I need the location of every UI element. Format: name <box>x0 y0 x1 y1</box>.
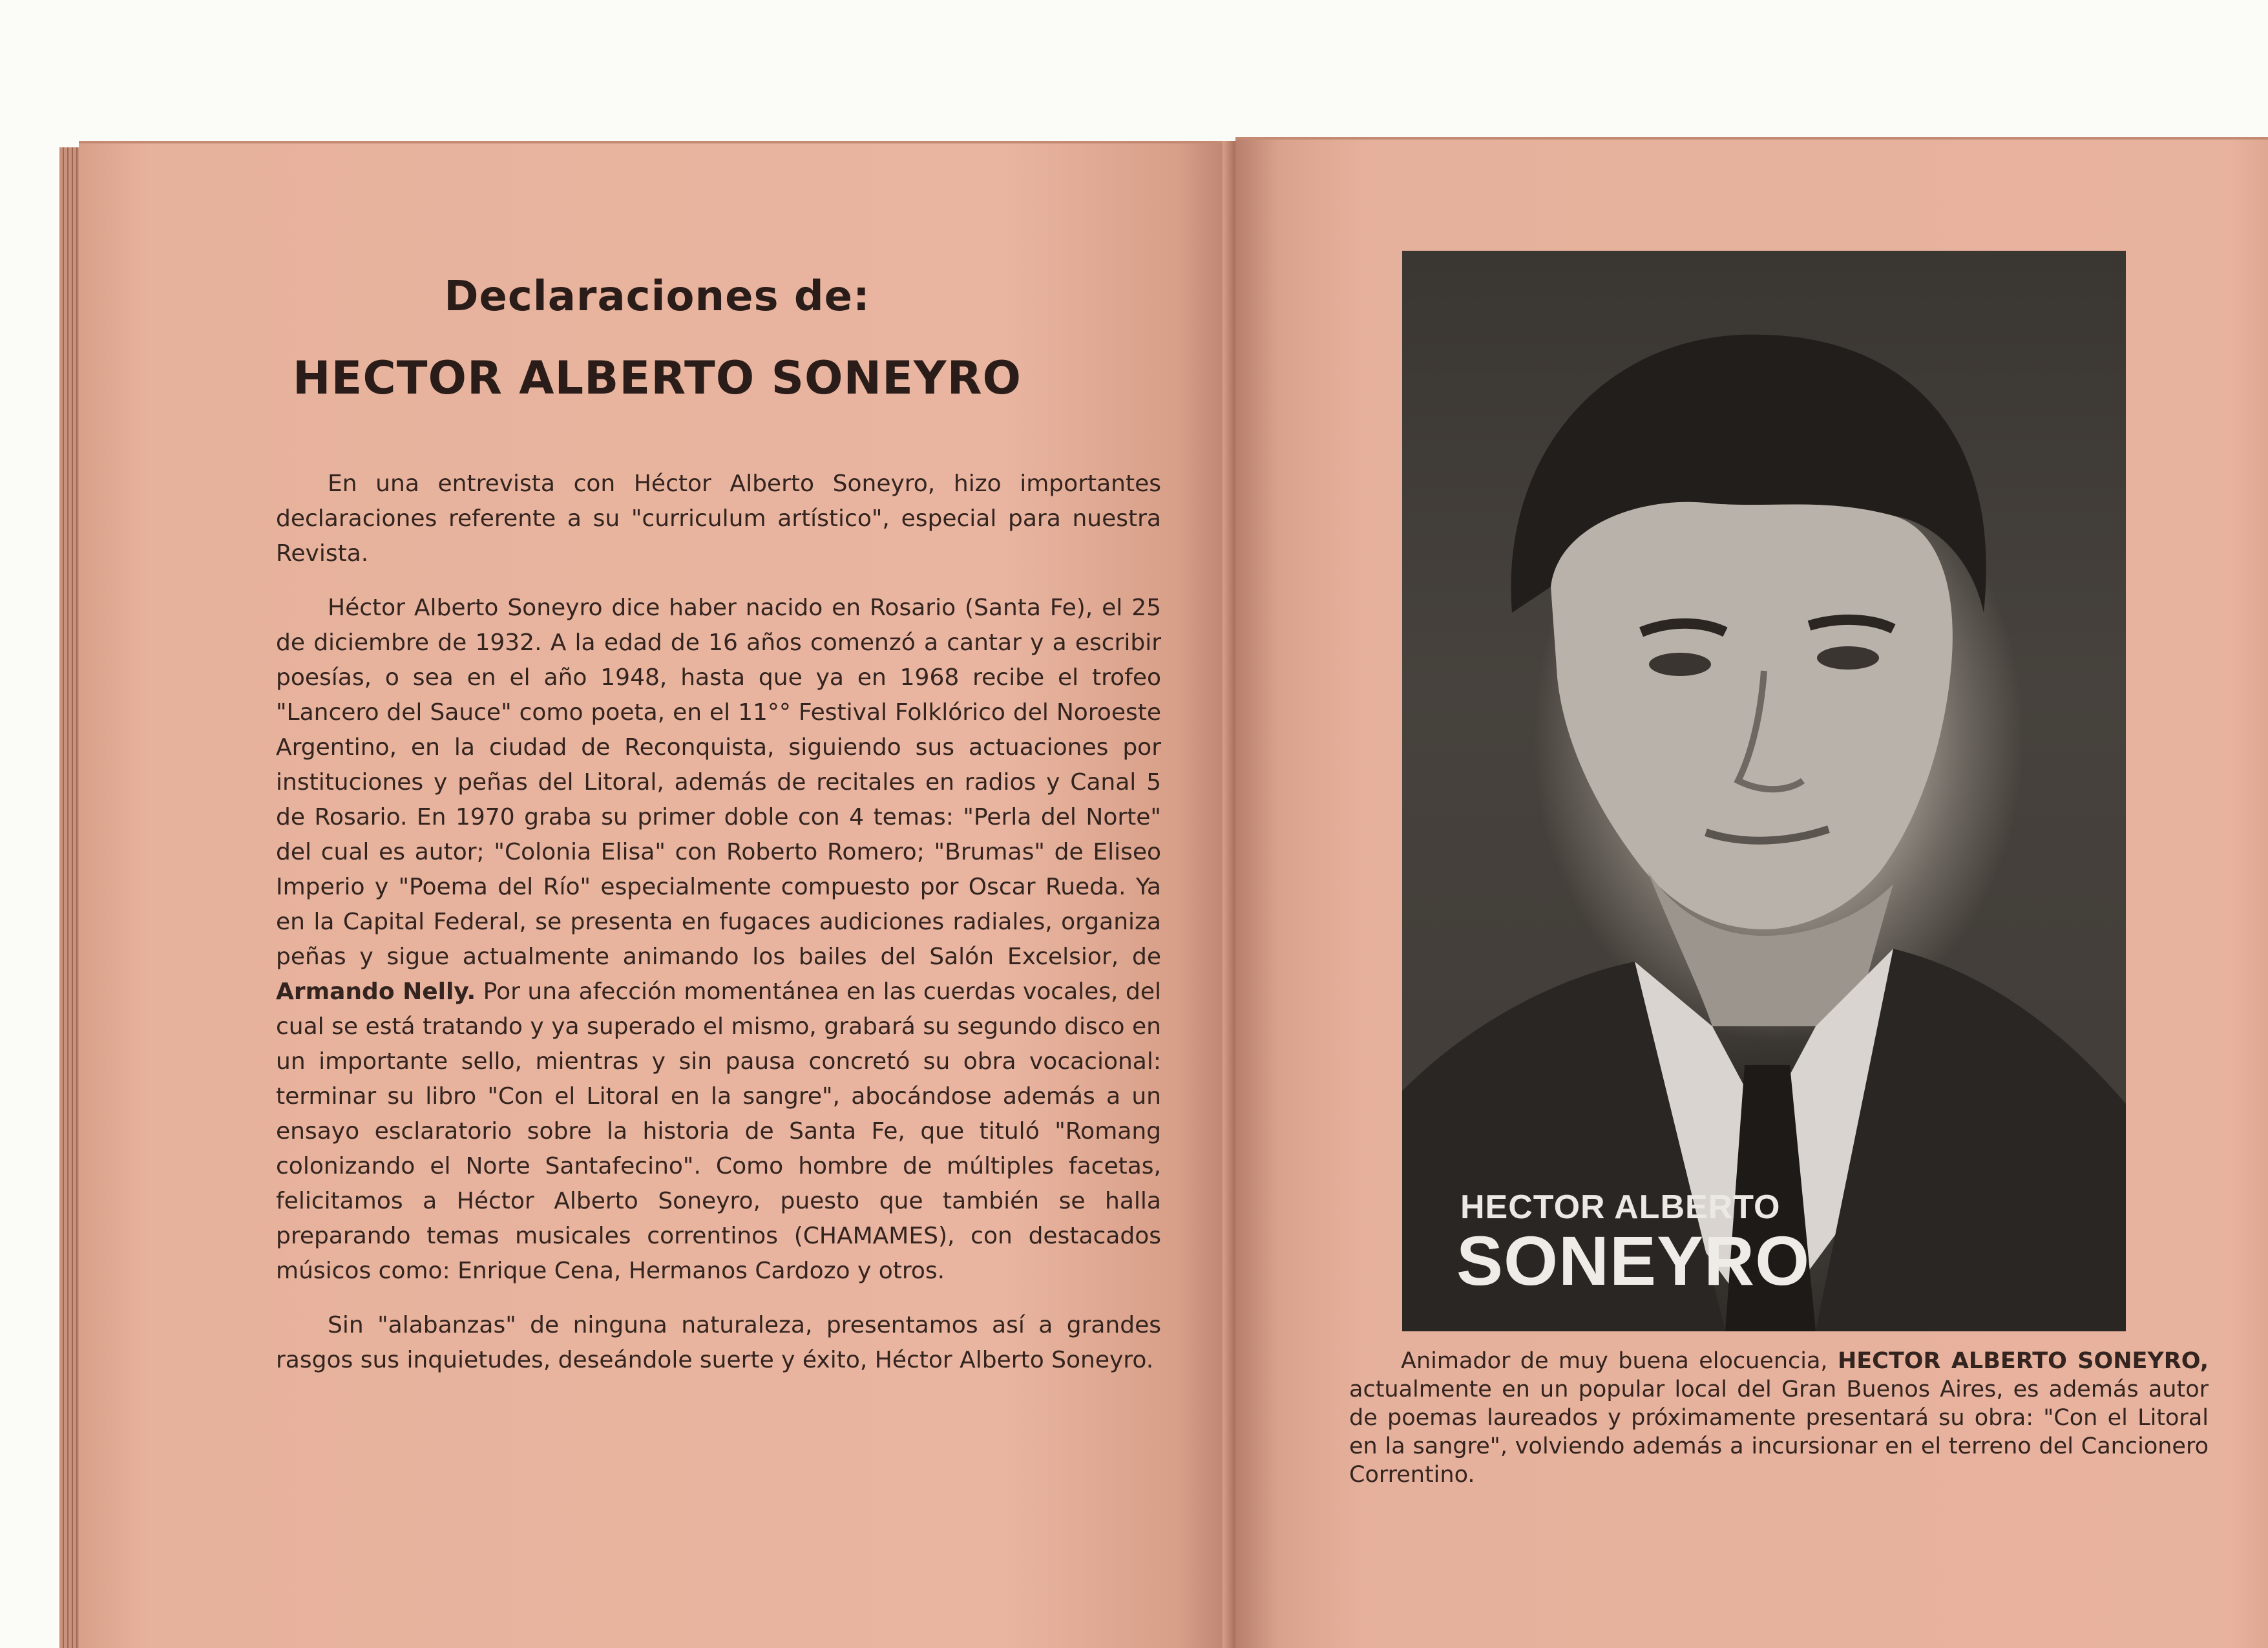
portrait-photo <box>1402 251 2126 1331</box>
photo-caption <box>1349 1347 2209 1489</box>
photo-name-label-bottom: SONEYRO <box>1456 1221 1811 1300</box>
article-subject-name: HECTOR ALBERTO SONEYRO <box>292 352 1022 405</box>
left-eye <box>1649 653 1711 676</box>
biography-bold-name: Armando Nelly. <box>276 978 476 1005</box>
article-paragraph-intro: En una entrevista con Héctor Alberto Soneyro, hizo importantes declaraciones referente a su "curriculum artístico", especial para nuestra Revista. <box>276 470 1161 567</box>
caption-bold-name: HECTOR ALBERTO SONEYRO, <box>1837 1348 2209 1374</box>
portrait-figure <box>1402 251 2126 1331</box>
face-shape <box>1551 502 1953 929</box>
open-magazine <box>59 141 2256 1648</box>
photo-name-label-top: HECTOR ALBERTO <box>1460 1188 1781 1226</box>
article-heading: Declaraciones de: <box>444 273 870 321</box>
article-body <box>276 467 1161 1397</box>
article-paragraph-biography <box>276 591 1161 1289</box>
left-page <box>79 141 1235 1648</box>
caption-text-start: Animador de muy buena elocuencia, <box>1401 1348 1838 1374</box>
biography-text-end: Por una afección momentánea en las cuerdas vocales, del cual se está tratando y ya superado el mismo, grabará su segundo disco en un importante sello, mientras y sin pausa concretó su obra vocacional: terminar su libro "Con el Litoral en la sangre", abocándose además a un ensayo esclaratorio sobre la historia de Santa Fe, que tituló "Romang colonizando el Norte Santafecino". Como hombre de múltiples facetas, felicitamos a Héctor Alberto Soneyro, puesto que también se halla preparando temas musicales correntinos (CHAMAMES), con destacados músicos como: Enrique Cena, Hermanos Cardozo y otros. <box>276 978 1161 1284</box>
caption-text-end: actualmente en un popular local del Gran Buenos Aires, es además autor de poemas laureados y próximamente presentará su obra: "Con el Litoral en la sangre", volviendo además a incursionar en el terreno del Cancionero Correntino. <box>1349 1377 2209 1488</box>
article-paragraph-closing: Sin "alabanzas" de ninguna naturaleza, presentamos así a grandes rasgos sus inquietudes, deseándole suerte y éxito, Héctor Alberto Soneyro. <box>276 1312 1161 1373</box>
caption-paragraph <box>1349 1347 2209 1489</box>
right-page <box>1235 137 2268 1648</box>
biography-text-start: Héctor Alberto Soneyro dice haber nacido en Rosario (Santa Fe), el 25 de diciembre de 1932. A la edad de 16 años comenzó a cantar y a escribir poesías, o sea en el año 1948, hasta que ya en 1968 recibe el trofeo "Lancero del Sauce" como poeta, en el 11°° Festival Folklórico del Noroeste Argentino, en la ciudad de Reconquista, siguiendo sus actuaciones por instituciones y peñas del Litoral, además de recitales en radios y Canal 5 de Rosario. En 1970 graba su primer doble con 4 temas: "Perla del Norte" del cual es autor; "Colonia Elisa" con Roberto Romero; "Brumas" de Eliseo Imperio y "Poema del Río" especialmente compuesto por Oscar Rueda. Ya en la Capital Federal, se presenta en fugaces audiciones radiales, organiza peñas y sigue actualmente animando los bailes del Salón Excelsior, de <box>276 595 1161 970</box>
right-eye <box>1817 646 1879 670</box>
